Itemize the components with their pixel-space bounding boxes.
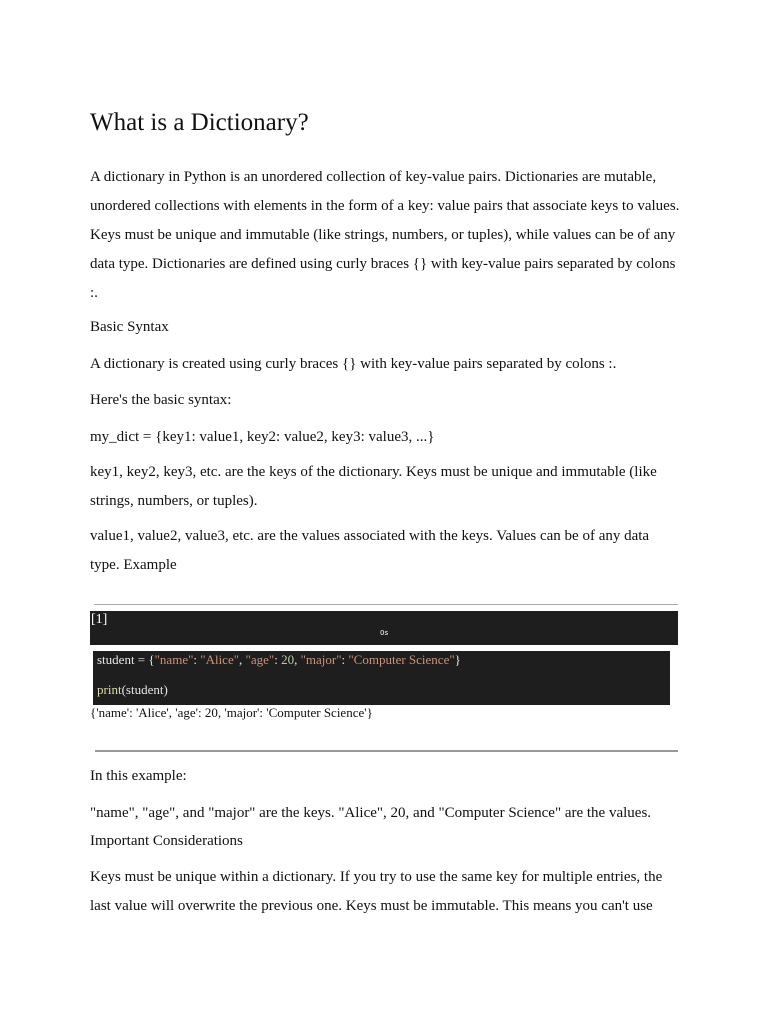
code-editor[interactable] — [93, 651, 670, 705]
print-function: print — [97, 682, 122, 697]
run-time: 0s — [380, 629, 389, 637]
code-line-1: student = {"name": "Alice", "age": 20, "major": "Computer Science"} — [97, 652, 461, 667]
example-explanation: "name", "age", and "major" are the keys. "Alice", 20, and "Computer Science" are the values. — [90, 805, 652, 821]
code-line-2: print(student) — [97, 682, 168, 697]
divider-top — [94, 604, 678, 605]
considerations-paragraph: Keys must be unique within a dictionary. If you try to use the same key for multiple entries, the last value will overwrite the previous one. Keys must be immutable. This means you can't use — [90, 869, 663, 914]
example-intro: In this example: — [90, 768, 187, 784]
code-output: {'name': 'Alice', 'age': 20, 'major': 'Computer Science'} — [90, 705, 373, 720]
intro-paragraph: A dictionary in Python is an unordered collection of key-value pairs. Dictionaries are mutable, unordered collections with elements in the form of a key: value pairs that associate keys to values. Keys must be unique and immutable (like strings, numbers, or tuples), while values can be of any data type. Dictionaries are defined using curly braces {} with key-value pairs separated by colons :. — [90, 169, 680, 301]
syntax-description: A dictionary is created using curly braces {} with key-value pairs separated by colons :. — [90, 356, 617, 372]
execution-count: [1] — [91, 612, 108, 627]
syntax-intro: Here's the basic syntax: — [90, 392, 232, 408]
syntax-example: my_dict = {key1: value1, key2: value2, key3: value3, ...} — [90, 429, 435, 445]
considerations-heading: Important Considerations — [90, 833, 243, 849]
code-cell-header[interactable] — [90, 611, 678, 645]
page-title: What is a Dictionary? — [90, 109, 309, 136]
keys-note: key1, key2, key3, etc. are the keys of the dictionary. Keys must be unique and immutable (like strings, numbers, or tuples). — [90, 464, 657, 509]
divider-bottom — [95, 750, 678, 752]
basic-syntax-heading: Basic Syntax — [90, 319, 169, 335]
values-note: value1, value2, value3, etc. are the values associated with the keys. Values can be of any data type. Example — [90, 528, 650, 573]
